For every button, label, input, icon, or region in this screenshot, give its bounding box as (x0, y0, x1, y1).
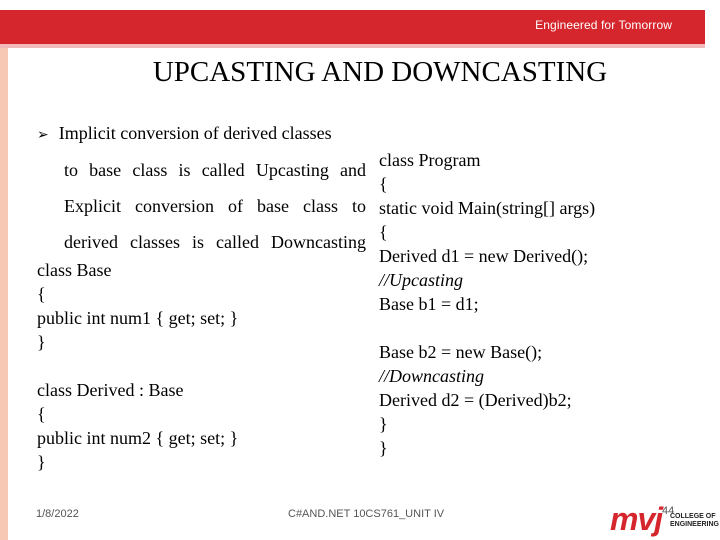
arrow-bullet-icon: ➢ (37, 127, 49, 143)
code-line: class Program (379, 150, 481, 170)
page-number: 44 (662, 505, 675, 517)
code-line: static void Main(string[] args) (379, 198, 596, 218)
bullet-continuation-line: to base class is called Upcasting and (64, 160, 366, 180)
code-line: Derived d2 = (Derived)b2; (379, 390, 572, 410)
logo-mark: mvj (610, 501, 663, 537)
code-block-program (379, 148, 595, 460)
code-line (379, 316, 595, 340)
header-bar-shadow (0, 44, 705, 48)
left-accent-rule (0, 10, 8, 540)
logo-subtext-line: ENGINEERING (670, 521, 720, 528)
bullet-item (37, 123, 332, 144)
code-line: } (379, 414, 388, 434)
code-line: class Base (37, 260, 112, 280)
logo-subtext (670, 513, 719, 529)
code-line: } (37, 332, 46, 352)
code-line: Derived d1 = new Derived(); (379, 246, 589, 266)
bullet-continuation-line: derived classes is called Downcasting (64, 232, 366, 252)
code-line: } (37, 452, 46, 472)
code-line: class Derived : Base (37, 380, 184, 400)
code-line: } (379, 438, 388, 458)
code-line: { (379, 222, 388, 242)
code-comment: //Downcasting (379, 366, 485, 386)
code-line: public int num2 { get; set; } (37, 428, 239, 448)
bullet-continuation-line: Explicit conversion of base class to (64, 196, 366, 216)
footer-course: C#AND.NET 10CS761_UNIT IV (288, 508, 445, 520)
logo-subtext-line: COLLEGE OF (670, 513, 716, 520)
code-line: { (379, 174, 388, 194)
code-comment: //Upcasting (379, 270, 463, 290)
code-line: public int num1 { get; set; } (37, 308, 239, 328)
code-line: { (37, 284, 46, 304)
code-line: Base b2 = new Base(); (379, 342, 543, 362)
footer-date: 1/8/2022 (36, 508, 79, 520)
code-line: Base b1 = d1; (379, 294, 479, 314)
code-line: { (37, 404, 46, 424)
header-tagline: Engineered for Tomorrow (535, 18, 672, 32)
bullet-first-line: Implicit conversion of derived classes (58, 123, 332, 143)
slide-title: UPCASTING AND DOWNCASTING (152, 56, 608, 88)
code-block-classes (37, 258, 238, 474)
code-line (37, 354, 238, 378)
